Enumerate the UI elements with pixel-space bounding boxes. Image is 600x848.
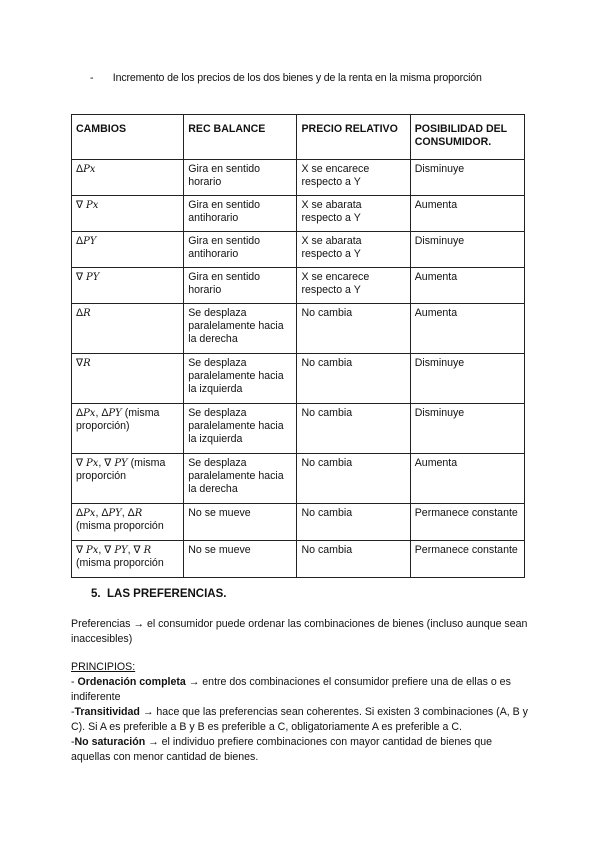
principio-item: [71, 735, 531, 765]
table-cell-precio: No cambia: [297, 304, 410, 354]
principio-term: Ordenación completa: [77, 676, 186, 688]
table-cell-precio: No cambia: [297, 404, 410, 454]
table-cell-rec: Se desplaza paralelamente hacia la derecha: [184, 304, 297, 354]
table-cell-cambio: ΔPx: [72, 160, 184, 196]
table-cell-posibilidad: Permanece constante: [410, 541, 524, 578]
table-cell-precio: X se encarece respecto a Y: [297, 268, 410, 304]
table-cell-cambio: ΔPx, ΔPY, ΔR (misma proporción: [72, 504, 184, 541]
table-cell-rec: Gira en sentido antihorario: [184, 232, 297, 268]
bullet-text: Incremento de los precios de los dos bienes y de la renta en la misma proporción: [112, 72, 482, 84]
intro-bullet: [90, 72, 482, 84]
principios-heading: PRINCIPIOS:: [71, 661, 136, 673]
table-row: [72, 541, 525, 578]
table-cell-precio: X se abarata respecto a Y: [297, 232, 410, 268]
principio-prefix: -: [71, 706, 75, 718]
principios-block: [71, 660, 531, 765]
table-cell-precio: No cambia: [297, 354, 410, 404]
table-cell-cambio: ∇ Px, ∇ PY (misma proporción: [72, 454, 184, 504]
table-row: [72, 196, 525, 232]
table-row: [72, 268, 525, 304]
table-cell-rec: No se mueve: [184, 504, 297, 541]
table-cell-cambio: ∇ Px, ∇ PY, ∇ R (misma proporción: [72, 541, 184, 578]
principio-text: → entre dos combinaciones el consumidor prefiere una de ellas o es indiferente: [71, 676, 511, 703]
table-body: [72, 160, 525, 578]
principio-term: No saturación: [74, 736, 146, 748]
principio-prefix: -: [71, 676, 78, 688]
header-posibilidad: POSIBILIDAD DEL CONSUMIDOR.: [410, 115, 524, 160]
table-cell-cambio: ∇ Px: [72, 196, 184, 232]
table-cell-posibilidad: Disminuye: [410, 160, 524, 196]
principio-term: Transitividad: [74, 706, 140, 718]
table-cell-rec: Se desplaza paralelamente hacia la derecha: [184, 454, 297, 504]
table-cell-posibilidad: Disminuye: [410, 232, 524, 268]
table-cell-precio: X se encarece respecto a Y: [297, 160, 410, 196]
table-cell-rec: Gira en sentido horario: [184, 160, 297, 196]
bullet-marker: -: [90, 72, 94, 84]
table-cell-precio: No cambia: [297, 541, 410, 578]
table-cell-posibilidad: Aumenta: [410, 196, 524, 232]
table-row: [72, 354, 525, 404]
section-heading: [91, 588, 226, 600]
table-cell-cambio: ∇ PY: [72, 268, 184, 304]
header-cambios: CAMBIOS: [72, 115, 184, 160]
changes-table: [71, 114, 525, 578]
table-header-row: [72, 115, 525, 160]
preferencias-intro: Preferencias → el consumidor puede ordenar las combinaciones de bienes (incluso aunque sean inaccesibles): [71, 618, 528, 645]
header-rec-balance: REC BALANCE: [184, 115, 297, 160]
table-cell-precio: No cambia: [297, 454, 410, 504]
table-cell-cambio: ΔPx, ΔPY (misma proporción): [72, 404, 184, 454]
principio-text: → hace que las preferencias sean coherentes. Si existen 3 combinaciones (A, B y C). Si A es preferible a B y B es preferible a C, obligatoriamente A es preferible a C.: [71, 706, 528, 733]
table-cell-cambio: ∇R: [72, 354, 184, 404]
table-cell-rec: Se desplaza paralelamente hacia la izquierda: [184, 354, 297, 404]
table-cell-rec: No se mueve: [184, 541, 297, 578]
table-cell-rec: Gira en sentido horario: [184, 268, 297, 304]
header-precio-relativo: PRECIO RELATIVO: [297, 115, 410, 160]
table-cell-precio: X se abarata respecto a Y: [297, 196, 410, 232]
table-cell-rec: Gira en sentido antihorario: [184, 196, 297, 232]
table-cell-cambio: ΔPY: [72, 232, 184, 268]
section-number: 5.: [91, 588, 101, 600]
table-cell-posibilidad: Aumenta: [410, 304, 524, 354]
table-row: [72, 160, 525, 196]
table-cell-posibilidad: Disminuye: [410, 354, 524, 404]
table-cell-posibilidad: Aumenta: [410, 454, 524, 504]
table-cell-posibilidad: Aumenta: [410, 268, 524, 304]
table-row: [72, 454, 525, 504]
table-row: [72, 232, 525, 268]
principio-item: [71, 705, 531, 735]
table-row: [72, 404, 525, 454]
table-cell-posibilidad: Permanece constante: [410, 504, 524, 541]
table-row: [72, 504, 525, 541]
table-cell-posibilidad: Disminuye: [410, 404, 524, 454]
principio-item: [71, 675, 531, 705]
table-cell-precio: No cambia: [297, 504, 410, 541]
table-row: [72, 304, 525, 354]
table-cell-cambio: ΔR: [72, 304, 184, 354]
principio-text: → el individuo prefiere combinaciones con mayor cantidad de bienes que aquellas con menor cantidad de bienes.: [71, 736, 493, 763]
table-cell-rec: Se desplaza paralelamente hacia la izquierda: [184, 404, 297, 454]
principio-prefix: -: [71, 736, 75, 748]
principios-list: [71, 675, 531, 765]
section-title: LAS PREFERENCIAS.: [106, 588, 227, 600]
